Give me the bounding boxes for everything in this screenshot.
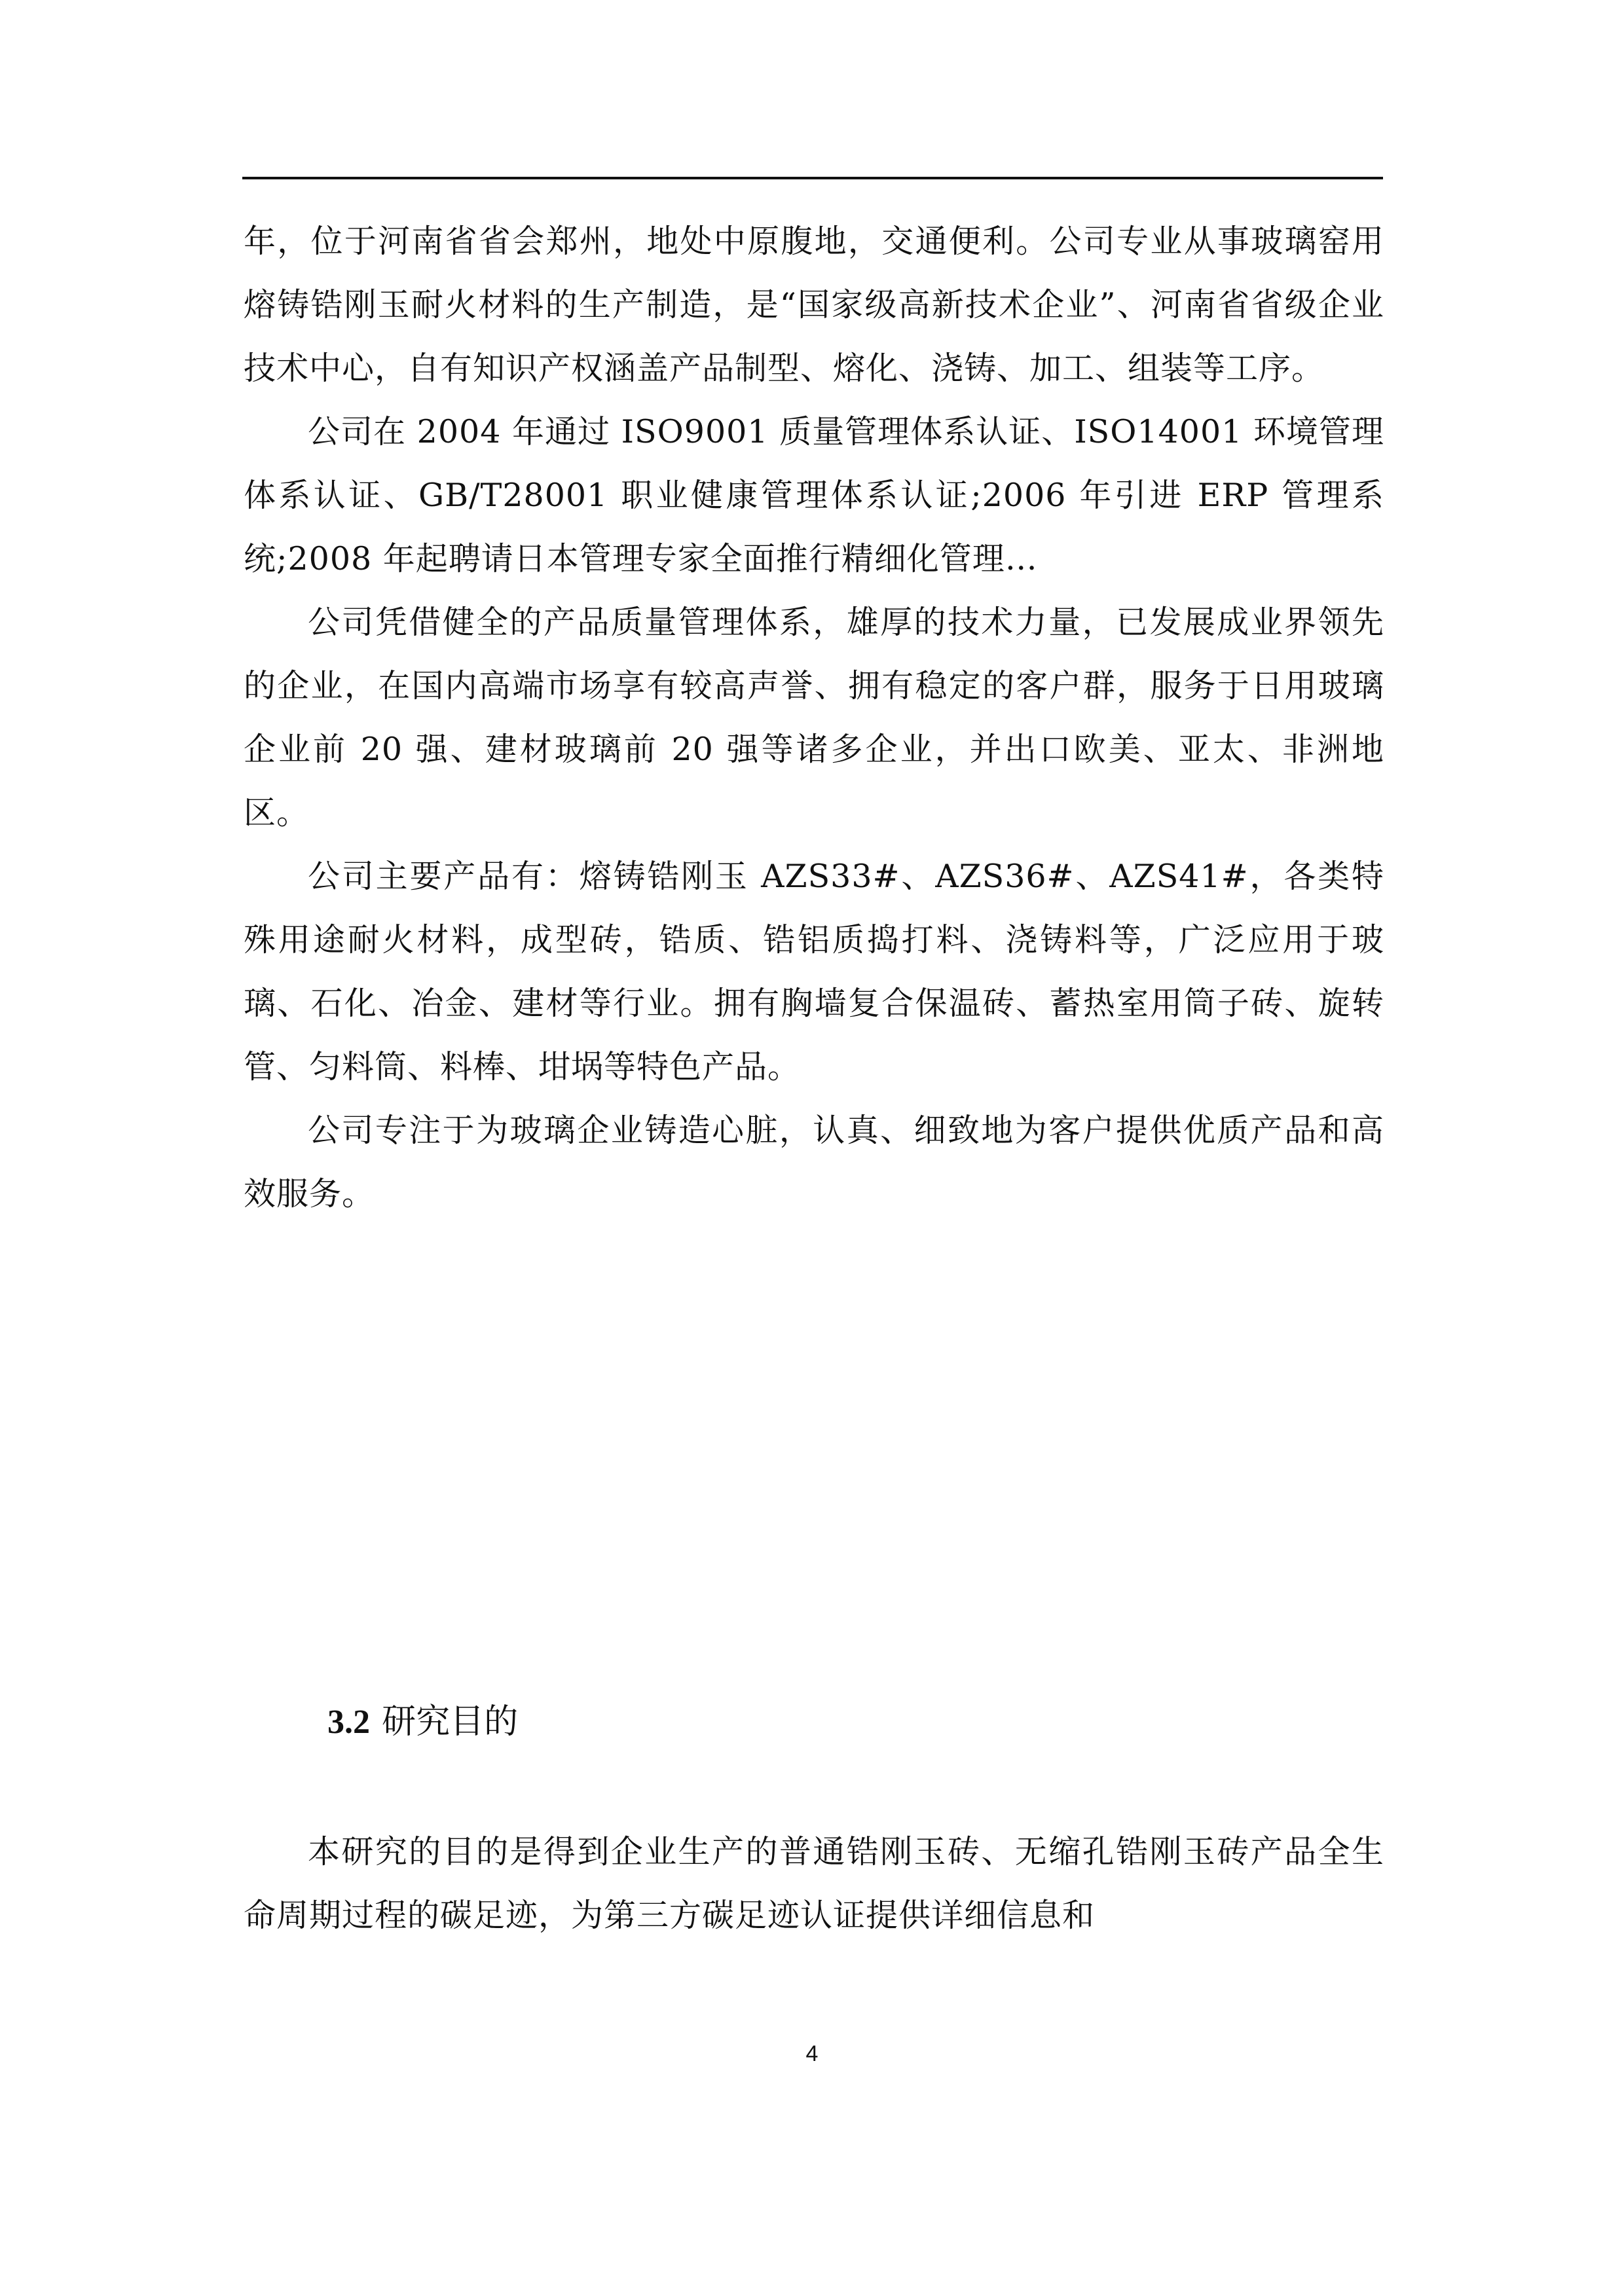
paragraph-main-products: 公司主要产品有：熔铸锆刚玉 AZS33#、AZS36#、AZS41#，各类特殊用途耐火材料，成型砖，锆质、锆铝质捣打料、浇铸料等，广泛应用于玻璃、石化、冶金、建材等行业。拥有胸墙复合保温砖、蓄热室用筒子砖、旋转管、匀料筒、料棒、坩埚等特色产品。 [244, 858, 1384, 1085]
section-heading [327, 1696, 518, 1749]
paragraph-market-position: 公司凭借健全的产品质量管理体系，雄厚的技术力量，已发展成业界领先的企业，在国内高端市场享有较高声誉、拥有稳定的客户群，服务于日用玻璃企业前 20 强、建材玻璃前 20 强等诸多企业，并出口欧美、亚太、非洲地区。 [244, 604, 1384, 831]
body-text-after-heading [244, 1820, 1384, 1947]
page-number: 4 [805, 2041, 819, 2066]
section-number: 3.2 [327, 1704, 370, 1741]
section-title: 研究目的 [382, 1702, 519, 1741]
paragraph-certifications: 公司在 2004 年通过 ISO9001 质量管理体系认证、ISO14001 环境管理体系认证、GB/T28001 职业健康管理体系认证;2006 年引进 ERP 管理系统;2008 年起聘请日本管理专家全面推行精细化管理… [244, 413, 1384, 577]
paragraph-company-mission: 公司专注于为玻璃企业铸造心脏，认真、细致地为客户提供优质产品和高效服务。 [244, 1112, 1384, 1212]
header-rule [242, 177, 1383, 179]
paragraph-research-purpose: 本研究的目的是得到企业生产的普通锆刚玉砖、无缩孔锆刚玉砖产品全生命周期过程的碳足迹，为第三方碳足迹认证提供详细信息和 [244, 1833, 1384, 1934]
body-text-before-heading [244, 210, 1384, 1226]
paragraph-company-location: 年，位于河南省省会郑州，地处中原腹地，交通便利。公司专业从事玻璃窑用熔铸锆刚玉耐火材料的生产制造，是“国家级高新技术企业”、河南省省级企业技术中心，自有知识产权涵盖产品制型、熔化、浇铸、加工、组装等工序。 [244, 223, 1384, 387]
